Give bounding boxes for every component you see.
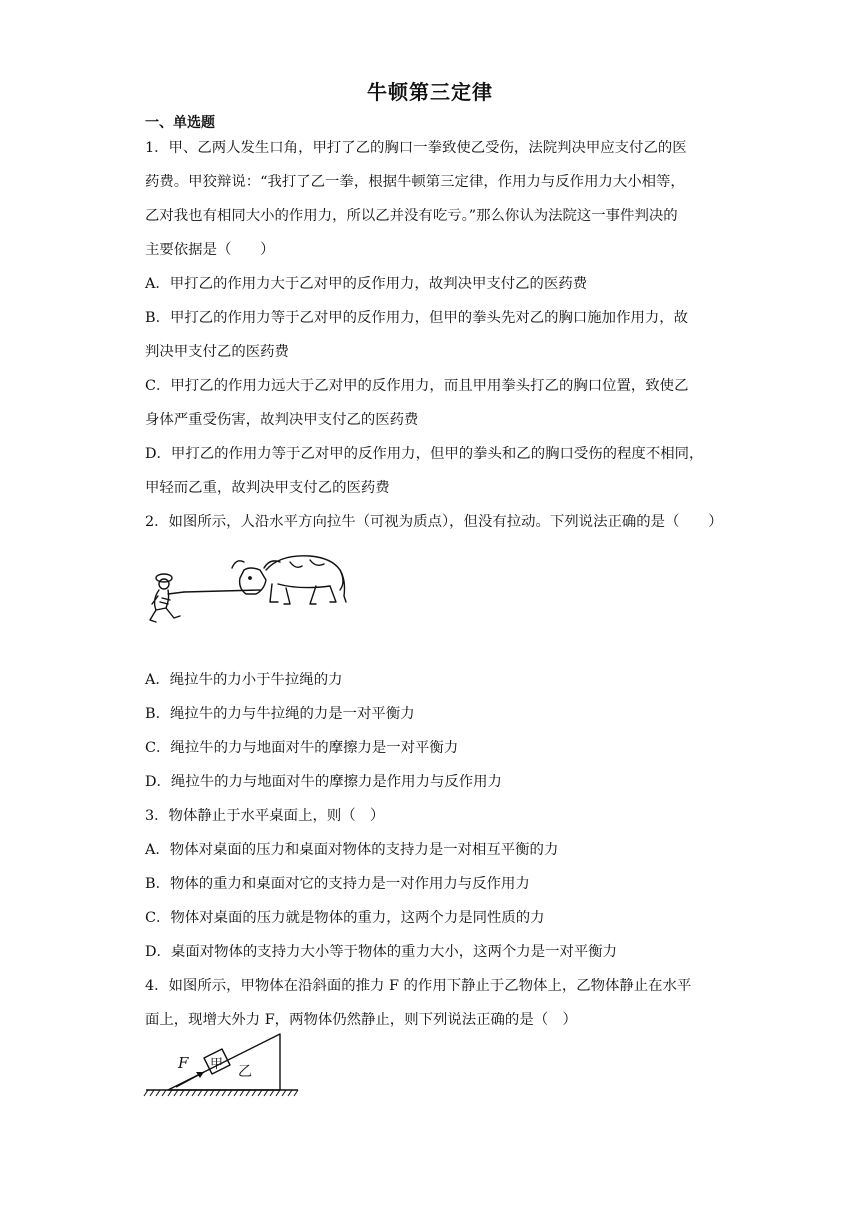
figure-incline-blocks	[140, 1030, 305, 1100]
q1-stem-line-2: 药费。甲狡辩说：“我打了乙一拳，根据牛顿第三定律，作用力与反作用力大小相等，	[145, 174, 685, 190]
q1-option-b-line-2: 判决甲支付乙的医药费	[145, 344, 289, 360]
q2-option-d: D．绳拉牛的力与地面对牛的摩擦力是作用力与反作用力	[145, 774, 502, 790]
wedge-yi-label: 乙	[238, 1064, 252, 1080]
q4-stem-line-1: 4．如图所示，甲物体在沿斜面的推力 F 的作用下静止于乙物体上，乙物体静止在水平	[145, 978, 692, 994]
q3-option-b: B．物体的重力和桌面对它的支持力是一对作用力与反作用力	[145, 876, 530, 892]
q1-option-a: A．甲打乙的作用力大于乙对甲的反作用力，故判决甲支付乙的医药费	[145, 276, 588, 292]
q1-stem-line-3: 乙对我也有相同大小的作用力，所以乙并没有吃亏。”那么你认为法院这一事件判决的	[145, 208, 678, 224]
section-heading: 一、单选题	[145, 115, 215, 131]
q3-option-d: D．桌面对物体的支持力大小等于物体的重力大小，这两个力是一对平衡力	[145, 944, 618, 960]
q1-stem-line-1: 1．甲、乙两人发生口角，甲打了乙的胸口一拳致使乙受伤，法院判决甲应支付乙的医	[145, 140, 687, 156]
page-title: 牛顿第三定律	[367, 80, 493, 104]
q2-option-a: A．绳拉牛的力小于牛拉绳的力	[145, 672, 343, 688]
q1-option-d-line-2: 甲轻而乙重，故判决甲支付乙的医药费	[145, 480, 390, 496]
q3-option-a: A．物体对桌面的压力和桌面对物体的支持力是一对相互平衡的力	[145, 842, 559, 858]
q1-stem-line-4: 主要依据是（ ）	[145, 242, 275, 258]
q1-option-b-line-1: B．甲打乙的作用力等于乙对甲的反作用力，但甲的拳头先对乙的胸口施加作用力，故	[145, 310, 689, 326]
q3-option-c: C．物体对桌面的压力就是物体的重力，这两个力是同性质的力	[145, 910, 545, 926]
q2-stem: 2．如图所示，人沿水平方向拉牛（可视为质点），但没有拉动。下列说法正确的是（ ）	[145, 514, 723, 530]
rope	[184, 590, 260, 592]
block-jia-label: 甲	[210, 1057, 224, 1072]
person-figure	[150, 574, 184, 622]
q2-option-b: B．绳拉牛的力与牛拉绳的力是一对平衡力	[145, 706, 415, 722]
figure-person-pulling-ox	[140, 540, 355, 630]
ox-figure	[232, 556, 346, 604]
q3-stem: 3．物体静止于水平桌面上，则（ ）	[145, 808, 385, 824]
q1-option-c-line-2: 身体严重受伤害，故判决甲支付乙的医药费	[145, 412, 419, 428]
force-label: F	[178, 1054, 189, 1072]
q4-stem-line-2: 面上，现增大外力 F，两物体仍然静止，则下列说法正确的是（ ）	[145, 1012, 577, 1028]
q1-option-d-line-1: D．甲打乙的作用力等于乙对甲的反作用力，但甲的拳头和乙的胸口受伤的程度不相同，	[145, 446, 704, 462]
q2-option-c: C．绳拉牛的力与地面对牛的摩擦力是一对平衡力	[145, 740, 459, 756]
q1-option-c-line-1: C．甲打乙的作用力远大于乙对甲的反作用力，而且甲用拳头打乙的胸口位置，致使乙	[145, 378, 689, 394]
ground-hatching	[144, 1090, 298, 1096]
